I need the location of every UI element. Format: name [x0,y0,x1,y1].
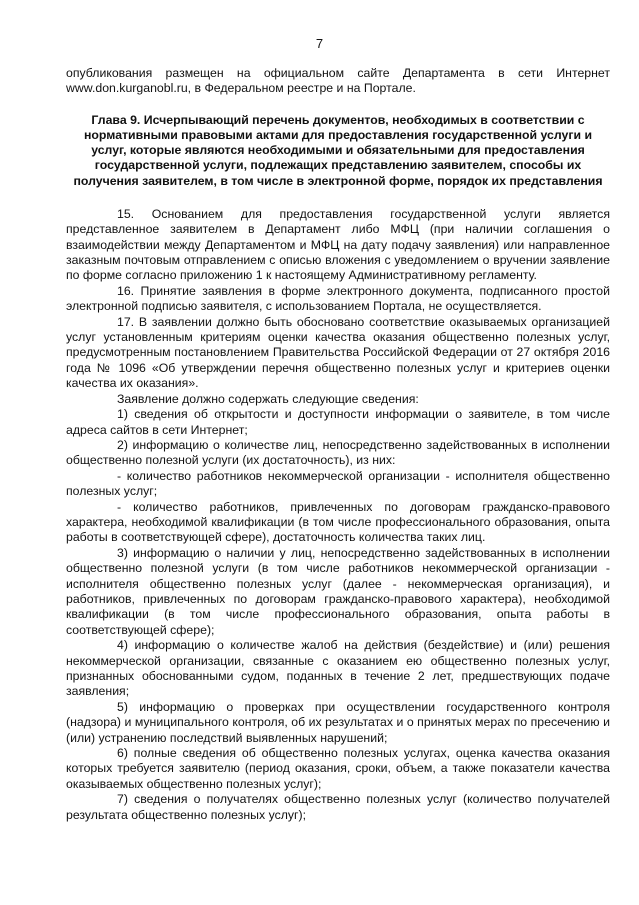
paragraph-requirements-intro: Заявление должно содержать следующие сведения: [117,391,419,406]
chapter-heading: Глава 9. Исчерпывающий перечень документов, необходимых в соответствии с нормативными правовыми актами для предоставления государственной услуги и услуг, которые являются необходимыми и обязательными для предоставления государственной услуги, подлежащих представлению заявителем, способы их получения заявителем, в том числе в электронной форме, порядок их представления [73,112,603,188]
document-body [66,66,610,823]
paragraph-15: 15. Основанием для предоставления государственной услуги является представленное заявителем в Департамент либо МФЦ (при наличии соглашения о взаимодействии между Департаментом и МФЦ на дату подачу заявления) или направленное заказным почтовым отправлением с описью вложения с уведомлением о вручении заявление по форме согласно приложению 1 к настоящему Административному регламенту. [66,206,610,283]
intro-paragraph: опубликования размещен на официальном сайте Департамента в сети Интернет www.don.kurganobl.ru, в Федеральном реестре и на Портале. [66,66,610,96]
list-subitem-employees: - количество работников некоммерческой организации - исполнителя общественно полезных услуг; [66,468,610,499]
paragraph-17: 17. В заявлении должно быть обосновано соответствие оказываемых организацией услуг установленным критериям оценки качества оказания общественно полезных услуг, предусмотренным постановлением Правительства Российской Федерации от 27 октября 2016 года № 1096 «Об утверждении перечня общественно полезных услуг и критериев оценки качества их оказания». [66,314,610,391]
paragraph-16: 16. Принятие заявления в форме электронного документа, подписанного простой электронной подписью заявителя, с использованием Портала, не осуществляется. [66,283,610,314]
list-item-4: 4) информацию о количестве жалоб на действия (бездействие) и (или) решения некоммерческой организации, связанные с оказанием ею общественно полезных услуг, признанных обоснованными судом, поданных в течение 2 лет, предшествующих подаче заявления; [66,638,610,699]
list-item-7: 7) сведения о получателях общественно полезных услуг (количество получателей результата общественно полезных услуг); [66,792,610,822]
list-item-1: 1) сведения об открытости и доступности информации о заявителе, в том числе адреса сайтов в сети Интернет; [66,407,610,437]
list-item-6: 6) полные сведения об общественно полезных услугах, оценка качества оказания которых требуется заявителю (период оказания, сроки, объем, а также показатели качества оказываемых общественно полезных услуг); [66,746,610,791]
page-number: 7 [315,36,324,51]
list-subitem-contractors: - количество работников, привлеченных по договорам гражданско-правового характера, необходимой квалификации (в том числе профессионального образования, опыта работы в соответствующей сфере), достаточность количества таких лиц. [66,499,610,545]
list-item-2: 2) информацию о количестве лиц, непосредственно задействованных в исполнении общественно полезной услуги (их достаточность), из них: [66,437,610,468]
list-item-3: 3) информацию о наличии у лиц, непосредственно задействованных в исполнении общественно полезной услуги (в том числе работников некоммерческой организации - исполнителя общественно полезных услуг (далее - некоммерческая организация), и работников, привлеченных по договорам гражданско-правового характера), необходимой квалификации (в том числе профессионального образования, опыта работы в соответствующей сфере); [66,545,610,637]
list-item-5: 5) информацию о проверках при осуществлении государственного контроля (надзора) и муниципального контроля, об их результатах и о принятых мерах по пресечению и (или) устранению последствий выявленных нарушений; [66,699,610,745]
